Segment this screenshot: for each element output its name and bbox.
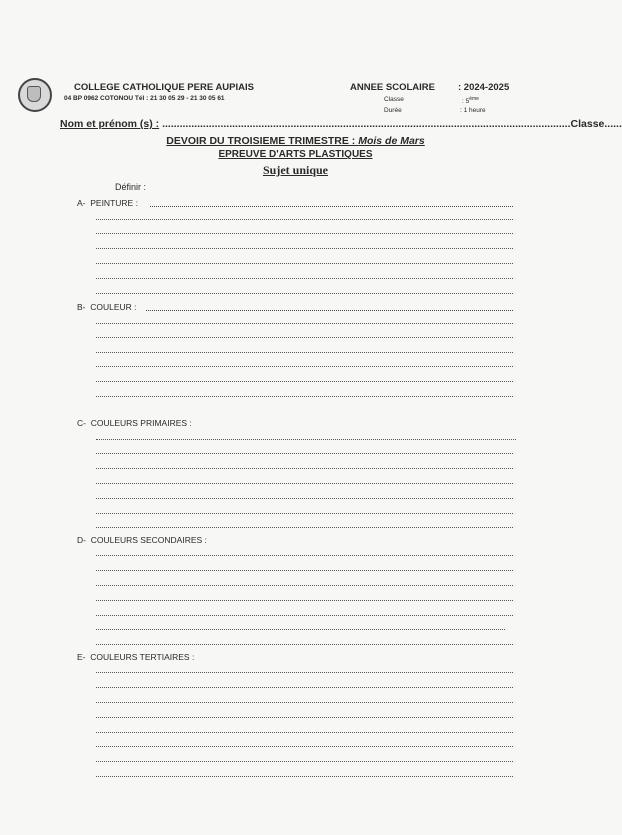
name-line bbox=[60, 118, 622, 130]
duree-value: : 1 heure bbox=[460, 107, 486, 114]
answer-line bbox=[150, 206, 513, 207]
answer-line bbox=[96, 629, 505, 630]
classe-suffix: ème bbox=[469, 96, 479, 102]
instruction-definir: Définir : bbox=[115, 182, 147, 192]
section-letter: D- bbox=[77, 535, 86, 545]
section-c-label bbox=[77, 418, 192, 428]
answer-line bbox=[96, 219, 513, 220]
answer-line bbox=[96, 293, 513, 294]
answer-line bbox=[96, 248, 513, 249]
answer-line bbox=[96, 352, 513, 353]
school-address: 04 BP 0962 COTONOU Tél : 21 30 05 29 - 21 30 05 61 bbox=[64, 95, 225, 102]
section-term: COULEURS PRIMAIRES : bbox=[90, 418, 192, 428]
answer-line bbox=[96, 381, 513, 382]
section-letter: A- bbox=[77, 198, 86, 208]
section-letter: C- bbox=[77, 418, 86, 428]
name-label: Nom et prénom (s) : bbox=[60, 118, 160, 130]
answer-line bbox=[96, 702, 513, 703]
devoir-title-text: DEVOIR DU TROISIEME TRIMESTRE : bbox=[166, 135, 359, 147]
answer-line bbox=[96, 585, 513, 586]
answer-line bbox=[96, 498, 513, 499]
classe-value bbox=[462, 96, 479, 105]
answer-line bbox=[96, 672, 513, 673]
answer-line bbox=[96, 687, 513, 688]
answer-line bbox=[96, 513, 513, 514]
answer-line bbox=[96, 570, 513, 571]
annee-scolaire-value: : 2024-2025 bbox=[458, 82, 510, 93]
answer-line bbox=[96, 483, 513, 484]
epreuve-title: EPREUVE D'ARTS PLASTIQUES bbox=[218, 149, 373, 160]
answer-line bbox=[96, 776, 513, 777]
devoir-month: Mois de Mars bbox=[358, 135, 425, 147]
answer-line bbox=[96, 717, 513, 718]
answer-line bbox=[96, 396, 513, 397]
answer-line bbox=[96, 233, 513, 234]
classe-label: Classe bbox=[384, 96, 404, 103]
answer-line bbox=[96, 439, 516, 440]
section-term: COULEURS SECONDAIRES : bbox=[90, 535, 207, 545]
annee-scolaire-label: ANNEE SCOLAIRE bbox=[350, 82, 435, 93]
section-e-label bbox=[77, 652, 194, 662]
answer-line bbox=[96, 453, 513, 454]
answer-line bbox=[96, 600, 513, 601]
section-letter: E- bbox=[77, 652, 86, 662]
answer-line bbox=[96, 746, 513, 747]
section-term: PEINTURE : bbox=[90, 198, 138, 208]
section-term: COULEUR : bbox=[90, 302, 137, 312]
answer-line bbox=[96, 732, 513, 733]
section-a-label bbox=[77, 198, 138, 208]
answer-line bbox=[96, 615, 513, 616]
name-dots: ............................................................................................................................................ bbox=[162, 118, 571, 130]
school-name: COLLEGE CATHOLIQUE PERE AUPIAIS bbox=[74, 82, 254, 93]
classe-number: : 5 bbox=[462, 98, 470, 106]
section-term: COULEURS TERTIAIRES : bbox=[90, 652, 195, 662]
devoir-title bbox=[0, 135, 591, 147]
answer-line bbox=[96, 323, 513, 324]
answer-line bbox=[96, 555, 513, 556]
answer-line bbox=[96, 644, 513, 645]
school-logo bbox=[18, 78, 52, 112]
answer-line bbox=[96, 278, 513, 279]
answer-line bbox=[146, 310, 513, 311]
section-letter: B- bbox=[77, 302, 86, 312]
section-d-label bbox=[77, 535, 207, 545]
answer-line bbox=[96, 337, 513, 338]
answer-line bbox=[96, 468, 513, 469]
duree-label: Durée bbox=[384, 107, 402, 114]
answer-line bbox=[96, 527, 513, 528]
answer-line bbox=[96, 761, 513, 762]
section-b-label bbox=[77, 302, 137, 312]
classe-blank: Classe...... bbox=[570, 118, 622, 130]
sujet-title: Sujet unique bbox=[262, 163, 329, 177]
answer-line bbox=[96, 366, 513, 367]
answer-line bbox=[96, 263, 513, 264]
